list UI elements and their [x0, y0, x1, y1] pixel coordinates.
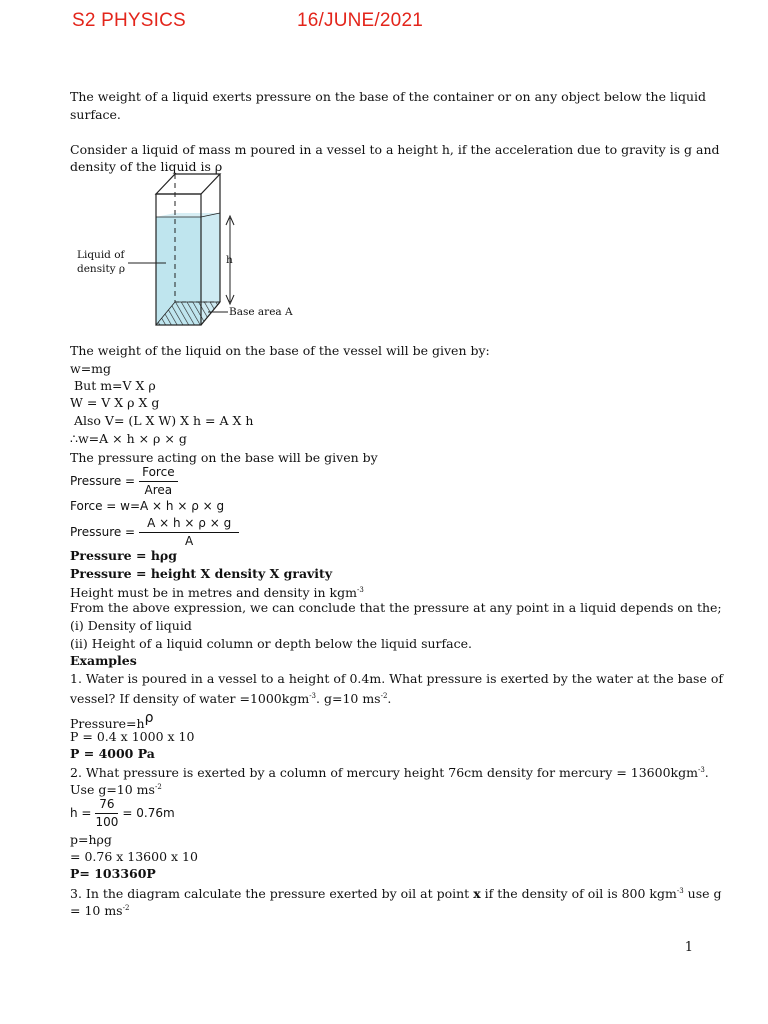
pressure-fraction [139, 515, 239, 550]
q2-text: 2. What pressure is exerted by a column of mercury height 76cm density for mercury = 13600kgm [70, 765, 698, 780]
a1-text: Pressure=h [70, 716, 145, 731]
h-eq-label: h = [70, 806, 92, 820]
factor-item: (ii) Height of a liquid column or depth below the liquid surface. [70, 636, 472, 651]
factor-item: (i) Density of liquid [70, 618, 192, 633]
intro-line: The weight of a liquid exerts pressure on the base of the container or on any object below the liquid [70, 89, 707, 104]
q2-text: Use g=10 ms [70, 782, 155, 797]
liquid-density-label: density ρ [77, 263, 126, 275]
q3-text: = 10 ms [70, 903, 123, 918]
pressure-eq-label: Pressure = [70, 474, 136, 488]
answer-2-result: P= 103360P [70, 866, 156, 881]
height-fraction [95, 796, 118, 831]
derivation-line: The weight of the liquid on the base of the vessel will be given by: [70, 343, 490, 358]
base-area-label: Base area A [229, 306, 293, 318]
superscript: -3 [356, 586, 364, 594]
question-1: 1. Water is poured in a vessel to a height of 0.4m. What pressure is exerted by the water at the base of [70, 671, 723, 686]
fraction-numerator: Force [139, 464, 177, 482]
superscript: -2 [122, 904, 130, 912]
derivation-line: W = V X ρ X g [70, 395, 160, 410]
superscript: -2 [380, 692, 388, 700]
q3-text: if the density of oil is 800 kgm [480, 886, 677, 901]
pressure-result: Pressure = hρg [70, 548, 177, 563]
intro-line: density of the liquid is ρ [70, 159, 223, 174]
page-number: 1 [684, 940, 693, 955]
superscript: -3 [676, 887, 684, 895]
intro-line: surface. [70, 107, 121, 122]
fraction-denominator: 100 [95, 815, 119, 829]
q3-text: use g [683, 886, 722, 901]
fraction-denominator: A [185, 534, 194, 548]
point-x: x [473, 886, 481, 901]
q3-text: 3. In the diagram calculate the pressure exerted by oil at point [70, 886, 474, 901]
force-area-fraction [139, 464, 177, 499]
pressure-formula [70, 464, 182, 499]
question-1-cont [70, 688, 391, 707]
header-subject: S2 PHYSICS [72, 10, 186, 31]
h-result: = 0.76m [122, 806, 175, 820]
conclusion-line: From the above expression, we can conclude that the pressure at any point in a liquid depends on the; [70, 600, 722, 615]
derivation-line: Also V= (L X W) X h = A X h [70, 413, 254, 428]
examples-heading: Examples [70, 653, 137, 668]
derivation-line: w=mg [70, 361, 112, 376]
force-formula: Force = w=A × h × ρ × g [70, 499, 225, 513]
header-date: 16/JUNE/2021 [297, 10, 423, 31]
pressure-result-words: Pressure = height X density X gravity [70, 566, 333, 581]
fraction-denominator: Area [144, 483, 173, 497]
liquid-density-label: Liquid of [77, 249, 125, 261]
fraction-numerator: A × h × ρ × g [139, 515, 239, 533]
fraction-numerator: 76 [95, 796, 118, 814]
superscript: -3 [697, 766, 705, 774]
q1-text: . g=10 ms [316, 691, 381, 706]
vessel-diagram [70, 170, 310, 330]
q1-text: vessel? If density of water =1000kgm [70, 691, 310, 706]
answer-1-result: P = 4000 Pa [70, 746, 155, 761]
question-3-cont [70, 900, 129, 919]
question-2 [70, 762, 709, 781]
derivation-line: ∴w=A × h × ρ × g [70, 431, 187, 446]
answer-2-height [70, 796, 175, 831]
q1-text: . [387, 691, 392, 706]
units-text: Height must be in metres and density in kgm [70, 585, 357, 600]
pressure-eq-label: Pressure = [70, 525, 136, 539]
q2-text: . [704, 765, 709, 780]
answer-2-line: p=hρg [70, 832, 112, 847]
derivation-line: The pressure acting on the base will be given by [70, 450, 378, 465]
derivation-line: But m=V X ρ [70, 378, 156, 393]
rho-symbol: ρ [144, 710, 154, 726]
pressure-formula-2 [70, 515, 243, 550]
answer-2-line: = 0.76 x 13600 x 10 [70, 849, 198, 864]
intro-line: Consider a liquid of mass m poured in a vessel to a height h, if the acceleration due to gravity is g and [70, 142, 720, 157]
question-3 [70, 883, 722, 902]
superscript: -2 [154, 783, 162, 791]
superscript: -3 [309, 692, 317, 700]
answer-1-line: P = 0.4 x 1000 x 10 [70, 729, 195, 744]
height-label: h [226, 254, 233, 266]
